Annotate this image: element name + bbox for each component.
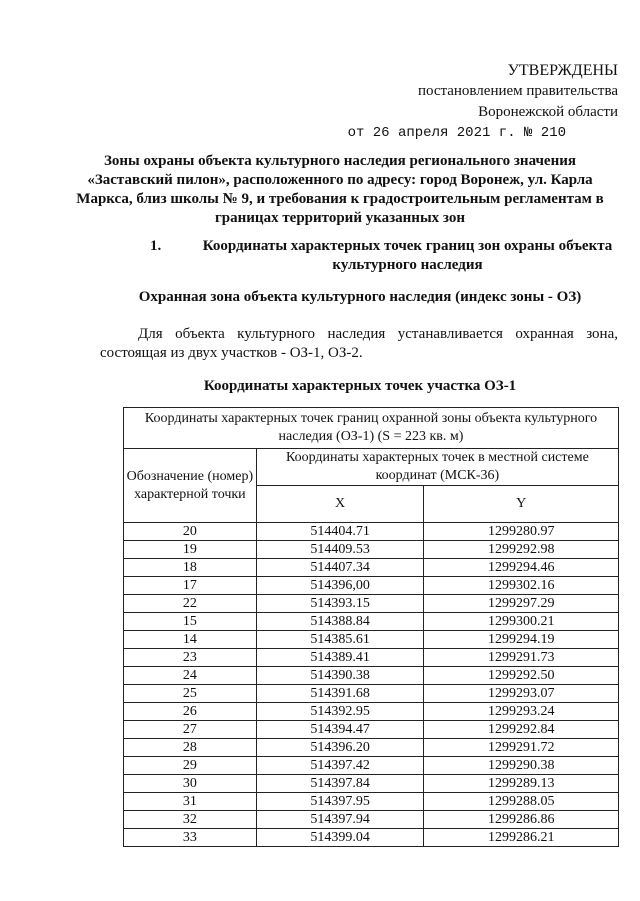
approval-heading: УТВЕРЖДЕНЫ	[507, 62, 618, 79]
table-row	[124, 721, 619, 739]
point-number-cell: 23	[124, 649, 257, 667]
table-row	[124, 613, 619, 631]
table-row	[124, 703, 619, 721]
y-coordinate-cell: 1299294.46	[424, 559, 619, 577]
table-row	[124, 829, 619, 847]
section-1-heading	[150, 237, 620, 275]
x-coordinate-cell: 514397.42	[256, 757, 424, 775]
x-coordinate-cell: 514389.41	[256, 649, 424, 667]
x-coordinate-cell: 514397.94	[256, 811, 424, 829]
intro-paragraph: Для объекта культурного наследия устанавливается охранная зона, состоящая из двух участков - ОЗ-1, ОЗ-2.	[100, 326, 618, 361]
approval-date: от 26 апреля 2021 г. № 210	[347, 125, 566, 141]
x-coordinate-cell: 514396.20	[256, 739, 424, 757]
table-caption: Координаты характерных точек границ охранной зоны объекта культурного наследия (ОЗ-1) (S = 223 кв. м)	[124, 408, 619, 449]
y-coordinate-cell: 1299286.21	[424, 829, 619, 847]
point-number-cell: 22	[124, 595, 257, 613]
approval-block	[348, 60, 618, 144]
point-number-cell: 14	[124, 631, 257, 649]
y-coordinate-cell: 1299292.84	[424, 721, 619, 739]
y-coordinate-cell: 1299302.16	[424, 577, 619, 595]
table-row	[124, 649, 619, 667]
x-coordinate-cell: 514407.34	[256, 559, 424, 577]
approval-line-1: постановлением правительства	[417, 83, 618, 99]
x-coordinate-cell: 514394.47	[256, 721, 424, 739]
y-coordinate-cell: 1299293.24	[424, 703, 619, 721]
table-row	[124, 793, 619, 811]
x-coordinate-cell: 514392.95	[256, 703, 424, 721]
point-number-cell: 27	[124, 721, 257, 739]
point-number-cell: 32	[124, 811, 257, 829]
table-row	[124, 811, 619, 829]
table-row	[124, 739, 619, 757]
subsection-heading: Охранная зона объекта культурного наследия (индекс зоны - ОЗ)	[138, 289, 582, 305]
document-title: Зоны охраны объекта культурного наследия регионального значения «Заставский пилон», расположенного по адресу: город Воронеж, ул. Карла Маркса, близ школы № 9, и требования к градостроительным регламентам в границах территорий указанных зон	[76, 153, 604, 226]
y-coordinate-cell: 1299293.07	[424, 685, 619, 703]
point-number-cell: 30	[124, 775, 257, 793]
y-coordinate-cell: 1299288.05	[424, 793, 619, 811]
point-number-cell: 26	[124, 703, 257, 721]
point-number-cell: 20	[124, 523, 257, 541]
column-header-point: Обозначение (номер) характерной точки	[124, 449, 257, 523]
y-coordinate-cell: 1299280.97	[424, 523, 619, 541]
point-number-cell: 19	[124, 541, 257, 559]
x-coordinate-cell: 514409.53	[256, 541, 424, 559]
column-header-y: Y	[424, 486, 619, 523]
x-coordinate-cell: 514399.04	[256, 829, 424, 847]
x-coordinate-cell: 514393.15	[256, 595, 424, 613]
y-coordinate-cell: 1299292.98	[424, 541, 619, 559]
y-coordinate-cell: 1299297.29	[424, 595, 619, 613]
y-coordinate-cell: 1299289.13	[424, 775, 619, 793]
table-row	[124, 559, 619, 577]
point-number-cell: 25	[124, 685, 257, 703]
table-row	[124, 631, 619, 649]
column-header-x: X	[256, 486, 424, 523]
y-coordinate-cell: 1299292.50	[424, 667, 619, 685]
table-row	[124, 667, 619, 685]
section-1-title: Координаты характерных точек границ зон охраны объекта культурного наследия	[202, 238, 613, 273]
x-coordinate-cell: 514391.68	[256, 685, 424, 703]
section-1-number: 1.	[150, 238, 162, 254]
table-row	[124, 757, 619, 775]
y-coordinate-cell: 1299300.21	[424, 613, 619, 631]
table-row	[124, 595, 619, 613]
table-title: Координаты характерных точек участка ОЗ-1	[203, 378, 517, 394]
table-row	[124, 685, 619, 703]
point-number-cell: 28	[124, 739, 257, 757]
point-number-cell: 31	[124, 793, 257, 811]
table-row	[124, 775, 619, 793]
point-number-cell: 33	[124, 829, 257, 847]
x-coordinate-cell: 514385.61	[256, 631, 424, 649]
y-coordinate-cell: 1299291.72	[424, 739, 619, 757]
y-coordinate-cell: 1299286.86	[424, 811, 619, 829]
coordinates-table	[123, 407, 619, 847]
y-coordinate-cell: 1299290.38	[424, 757, 619, 775]
column-header-coords: Координаты характерных точек в местной системе координат (МСК-36)	[256, 449, 618, 486]
x-coordinate-cell: 514397.95	[256, 793, 424, 811]
point-number-cell: 15	[124, 613, 257, 631]
x-coordinate-cell: 514390.38	[256, 667, 424, 685]
table-row	[124, 541, 619, 559]
point-number-cell: 17	[124, 577, 257, 595]
table-row	[124, 523, 619, 541]
x-coordinate-cell: 514397.84	[256, 775, 424, 793]
y-coordinate-cell: 1299294.19	[424, 631, 619, 649]
approval-line-2: Воронежской области	[478, 104, 618, 120]
x-coordinate-cell: 514404.71	[256, 523, 424, 541]
point-number-cell: 29	[124, 757, 257, 775]
y-coordinate-cell: 1299291.73	[424, 649, 619, 667]
table-row	[124, 577, 619, 595]
x-coordinate-cell: 514388.84	[256, 613, 424, 631]
point-number-cell: 18	[124, 559, 257, 577]
x-coordinate-cell: 514396,00	[256, 577, 424, 595]
point-number-cell: 24	[124, 667, 257, 685]
